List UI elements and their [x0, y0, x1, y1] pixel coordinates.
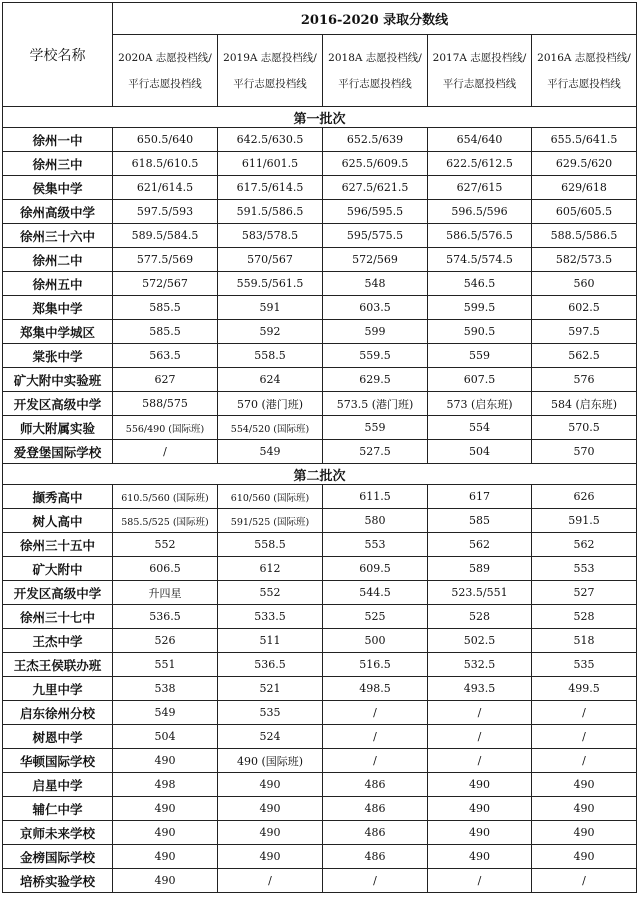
- score-cell: 592: [218, 320, 323, 344]
- column-header-2020: 2020A 志愿投档线/平行志愿投档线: [113, 35, 218, 107]
- school-name-cell: 棠张中学: [3, 344, 113, 368]
- table-row: [3, 509, 637, 533]
- school-name-cell: 郑集中学城区: [3, 320, 113, 344]
- batch-label: 第二批次: [3, 464, 637, 485]
- score-cell: 627.5/621.5: [323, 176, 428, 200]
- school-name-cell: 启星中学: [3, 773, 113, 797]
- score-cell: 572/569: [323, 248, 428, 272]
- score-cell: 486: [323, 821, 428, 845]
- batch-row: [3, 107, 637, 128]
- score-cell: 582/573.5: [532, 248, 637, 272]
- score-cell: 490: [113, 749, 218, 773]
- school-name-cell: 培桥实验学校: [3, 869, 113, 893]
- score-cell: 597.5/593: [113, 200, 218, 224]
- school-name-cell: 王杰王侯联办班: [3, 653, 113, 677]
- table-row: [3, 320, 637, 344]
- score-cell: 625.5/609.5: [323, 152, 428, 176]
- school-name-cell: 徐州三中: [3, 152, 113, 176]
- score-cell: 528: [532, 605, 637, 629]
- school-name-cell: 徐州三十五中: [3, 533, 113, 557]
- score-cell: /: [428, 869, 532, 893]
- score-cell: 548: [323, 272, 428, 296]
- column-header-2016: 2016A 志愿投档线/平行志愿投档线: [532, 35, 637, 107]
- score-cell: 602.5: [532, 296, 637, 320]
- table-row: [3, 557, 637, 581]
- score-cell: 606.5: [113, 557, 218, 581]
- table-row: [3, 152, 637, 176]
- score-cell: 559.5: [323, 344, 428, 368]
- score-cell: 490: [428, 845, 532, 869]
- score-cell: 573.5 (港门班): [323, 392, 428, 416]
- school-name-cell: 树恩中学: [3, 725, 113, 749]
- score-cell: 624: [218, 368, 323, 392]
- school-name-cell: 徐州一中: [3, 128, 113, 152]
- score-cell: 549: [113, 701, 218, 725]
- table-title: 2016-2020 录取分数线: [113, 3, 637, 35]
- batch-row: [3, 464, 637, 485]
- score-cell: 574.5/574.5: [428, 248, 532, 272]
- column-header-2018: 2018A 志愿投档线/平行志愿投档线: [323, 35, 428, 107]
- score-cell: 486: [323, 797, 428, 821]
- score-cell: 642.5/630.5: [218, 128, 323, 152]
- score-cell: 618.5/610.5: [113, 152, 218, 176]
- score-cell: 538: [113, 677, 218, 701]
- score-cell: 589.5/584.5: [113, 224, 218, 248]
- table-row: [3, 224, 637, 248]
- score-cell: 583/578.5: [218, 224, 323, 248]
- school-name-cell: 撷秀高中: [3, 485, 113, 509]
- school-name-cell: 矿大附中: [3, 557, 113, 581]
- score-cell: 523.5/551: [428, 581, 532, 605]
- score-cell: 612: [218, 557, 323, 581]
- score-cell: 591.5: [532, 509, 637, 533]
- score-cell: 490: [113, 797, 218, 821]
- score-cell: 490 (国际班): [218, 749, 323, 773]
- score-cell: 490: [113, 845, 218, 869]
- school-name-cell: 京师未来学校: [3, 821, 113, 845]
- score-cell: 528: [428, 605, 532, 629]
- score-cell: 500: [323, 629, 428, 653]
- score-cell: 486: [323, 845, 428, 869]
- school-name-cell: 徐州五中: [3, 272, 113, 296]
- score-cell: 605/605.5: [532, 200, 637, 224]
- table-row: [3, 797, 637, 821]
- school-name-cell: 徐州三十七中: [3, 605, 113, 629]
- table-row: [3, 653, 637, 677]
- score-cell: 617.5/614.5: [218, 176, 323, 200]
- score-cell: /: [113, 440, 218, 464]
- table-row: [3, 344, 637, 368]
- score-cell: 498: [113, 773, 218, 797]
- school-name-cell: 王杰中学: [3, 629, 113, 653]
- table-row: [3, 200, 637, 224]
- score-cell: 580: [323, 509, 428, 533]
- score-cell: 655.5/641.5: [532, 128, 637, 152]
- score-cell: 490: [113, 869, 218, 893]
- score-cell: 549: [218, 440, 323, 464]
- school-name-cell: 开发区高级中学: [3, 392, 113, 416]
- school-name-cell: 侯集中学: [3, 176, 113, 200]
- score-cell: 490: [428, 821, 532, 845]
- school-name-cell: 爱登堡国际学校: [3, 440, 113, 464]
- score-cell: 558.5: [218, 344, 323, 368]
- table-row: [3, 845, 637, 869]
- score-cell: 577.5/569: [113, 248, 218, 272]
- score-cell: 650.5/640: [113, 128, 218, 152]
- score-cell: 629/618: [532, 176, 637, 200]
- score-cell: 544.5: [323, 581, 428, 605]
- score-cell: 570: [532, 440, 637, 464]
- table-row: [3, 416, 637, 440]
- score-cell: 527.5: [323, 440, 428, 464]
- score-cell: /: [218, 869, 323, 893]
- score-cell: 526: [113, 629, 218, 653]
- school-name-cell: 师大附属实验: [3, 416, 113, 440]
- score-cell: 610/560 (国际班): [218, 485, 323, 509]
- score-cell: 527: [532, 581, 637, 605]
- score-cell: 536.5: [218, 653, 323, 677]
- score-cell: 610.5/560 (国际班): [113, 485, 218, 509]
- score-cell: /: [532, 725, 637, 749]
- score-cell: 518: [532, 629, 637, 653]
- score-cell: 490: [532, 845, 637, 869]
- score-cell: 490: [532, 773, 637, 797]
- score-cell: /: [428, 725, 532, 749]
- score-cell: 570.5: [532, 416, 637, 440]
- score-cell: 511: [218, 629, 323, 653]
- score-cell: 551: [113, 653, 218, 677]
- score-cell: 572/567: [113, 272, 218, 296]
- score-cell: 622.5/612.5: [428, 152, 532, 176]
- table-row: [3, 749, 637, 773]
- score-cell: 535: [532, 653, 637, 677]
- score-cell: /: [428, 701, 532, 725]
- school-name-cell: 华顿国际学校: [3, 749, 113, 773]
- table-row: [3, 629, 637, 653]
- table-row: [3, 869, 637, 893]
- score-cell: 611.5: [323, 485, 428, 509]
- score-cell: 627/615: [428, 176, 532, 200]
- school-name-cell: 金榜国际学校: [3, 845, 113, 869]
- score-cell: 586.5/576.5: [428, 224, 532, 248]
- table-row: [3, 296, 637, 320]
- score-cell: 490: [113, 821, 218, 845]
- school-name-cell: 九里中学: [3, 677, 113, 701]
- score-cell: 498.5: [323, 677, 428, 701]
- score-cell: 533.5: [218, 605, 323, 629]
- score-cell: 585.5/525 (国际班): [113, 509, 218, 533]
- school-name-header: 学校名称: [3, 3, 113, 107]
- score-cell: 595/575.5: [323, 224, 428, 248]
- score-cell: /: [323, 749, 428, 773]
- score-cell: /: [532, 701, 637, 725]
- score-cell: /: [532, 749, 637, 773]
- score-table: [2, 2, 637, 893]
- score-cell: 621/614.5: [113, 176, 218, 200]
- score-cell: 584 (启东班): [532, 392, 637, 416]
- table-body: [3, 107, 637, 893]
- score-cell: 559: [428, 344, 532, 368]
- score-cell: 585.5: [113, 296, 218, 320]
- score-cell: 576: [532, 368, 637, 392]
- score-cell: 554: [428, 416, 532, 440]
- score-cell: 603.5: [323, 296, 428, 320]
- school-name-cell: 辅仁中学: [3, 797, 113, 821]
- table-row: [3, 701, 637, 725]
- score-cell: 525: [323, 605, 428, 629]
- score-cell: 654/640: [428, 128, 532, 152]
- school-name-cell: 矿大附中实验班: [3, 368, 113, 392]
- table-row: [3, 368, 637, 392]
- score-cell: 599: [323, 320, 428, 344]
- score-cell: /: [323, 725, 428, 749]
- table-row: [3, 677, 637, 701]
- score-cell: 490: [218, 797, 323, 821]
- score-cell: 609.5: [323, 557, 428, 581]
- score-cell: 552: [218, 581, 323, 605]
- score-cell: 521: [218, 677, 323, 701]
- score-cell: 524: [218, 725, 323, 749]
- score-cell: 532.5: [428, 653, 532, 677]
- score-cell: 490: [218, 845, 323, 869]
- table-row: [3, 176, 637, 200]
- score-cell: 607.5: [428, 368, 532, 392]
- table-row: [3, 248, 637, 272]
- score-cell: 573 (启东班): [428, 392, 532, 416]
- table-row: [3, 440, 637, 464]
- score-cell: 535: [218, 701, 323, 725]
- school-name-cell: 郑集中学: [3, 296, 113, 320]
- school-name-cell: 开发区高级中学: [3, 581, 113, 605]
- table-row: [3, 272, 637, 296]
- score-cell: /: [428, 749, 532, 773]
- score-cell: 560: [532, 272, 637, 296]
- table-row: [3, 485, 637, 509]
- score-cell: 493.5: [428, 677, 532, 701]
- score-cell: 589: [428, 557, 532, 581]
- table-row: [3, 581, 637, 605]
- table-row: [3, 821, 637, 845]
- score-cell: 599.5: [428, 296, 532, 320]
- score-cell: 629.5: [323, 368, 428, 392]
- score-cell: 570/567: [218, 248, 323, 272]
- score-cell: 554/520 (国际班): [218, 416, 323, 440]
- school-name-cell: 徐州三十六中: [3, 224, 113, 248]
- score-cell: 590.5: [428, 320, 532, 344]
- table-row: [3, 533, 637, 557]
- score-cell: 502.5: [428, 629, 532, 653]
- score-cell: 558.5: [218, 533, 323, 557]
- table-row: [3, 128, 637, 152]
- score-cell: 536.5: [113, 605, 218, 629]
- school-name-cell: 树人高中: [3, 509, 113, 533]
- score-cell: 617: [428, 485, 532, 509]
- table-row: [3, 605, 637, 629]
- score-cell: 597.5: [532, 320, 637, 344]
- score-cell: 486: [323, 773, 428, 797]
- score-cell: 563.5: [113, 344, 218, 368]
- score-cell: 504: [428, 440, 532, 464]
- score-cell: 504: [113, 725, 218, 749]
- score-cell: 552: [113, 533, 218, 557]
- score-cell: 570 (港门班): [218, 392, 323, 416]
- score-cell: 585.5: [113, 320, 218, 344]
- score-cell: /: [323, 869, 428, 893]
- score-cell: 585: [428, 509, 532, 533]
- score-cell: 490: [532, 797, 637, 821]
- score-cell: 升四星: [113, 581, 218, 605]
- score-cell: 611/601.5: [218, 152, 323, 176]
- score-cell: 591: [218, 296, 323, 320]
- score-cell: 490: [218, 821, 323, 845]
- school-name-cell: 启东徐州分校: [3, 701, 113, 725]
- score-cell: 556/490 (国际班): [113, 416, 218, 440]
- table-row: [3, 773, 637, 797]
- score-cell: 629.5/620: [532, 152, 637, 176]
- score-cell: 562.5: [532, 344, 637, 368]
- score-cell: 490: [428, 773, 532, 797]
- score-cell: 546.5: [428, 272, 532, 296]
- score-cell: 588/575: [113, 392, 218, 416]
- score-cell: 562: [532, 533, 637, 557]
- score-cell: 591.5/586.5: [218, 200, 323, 224]
- score-cell: /: [532, 869, 637, 893]
- score-cell: /: [323, 701, 428, 725]
- school-name-cell: 徐州二中: [3, 248, 113, 272]
- score-cell: 596.5/596: [428, 200, 532, 224]
- score-cell: 596/595.5: [323, 200, 428, 224]
- score-cell: 559.5/561.5: [218, 272, 323, 296]
- column-header-2017: 2017A 志愿投档线/平行志愿投档线: [428, 35, 532, 107]
- score-cell: 553: [323, 533, 428, 557]
- score-cell: 490: [532, 821, 637, 845]
- score-cell: 490: [428, 797, 532, 821]
- score-cell: 562: [428, 533, 532, 557]
- score-cell: 490: [218, 773, 323, 797]
- score-cell: 652.5/639: [323, 128, 428, 152]
- score-cell: 499.5: [532, 677, 637, 701]
- column-header-2019: 2019A 志愿投档线/平行志愿投档线: [218, 35, 323, 107]
- score-cell: 627: [113, 368, 218, 392]
- school-name-cell: 徐州高级中学: [3, 200, 113, 224]
- score-cell: 516.5: [323, 653, 428, 677]
- score-cell: 626: [532, 485, 637, 509]
- score-cell: 591/525 (国际班): [218, 509, 323, 533]
- score-cell: 553: [532, 557, 637, 581]
- table-row: [3, 392, 637, 416]
- score-cell: 588.5/586.5: [532, 224, 637, 248]
- batch-label: 第一批次: [3, 107, 637, 128]
- table-row: [3, 725, 637, 749]
- score-cell: 559: [323, 416, 428, 440]
